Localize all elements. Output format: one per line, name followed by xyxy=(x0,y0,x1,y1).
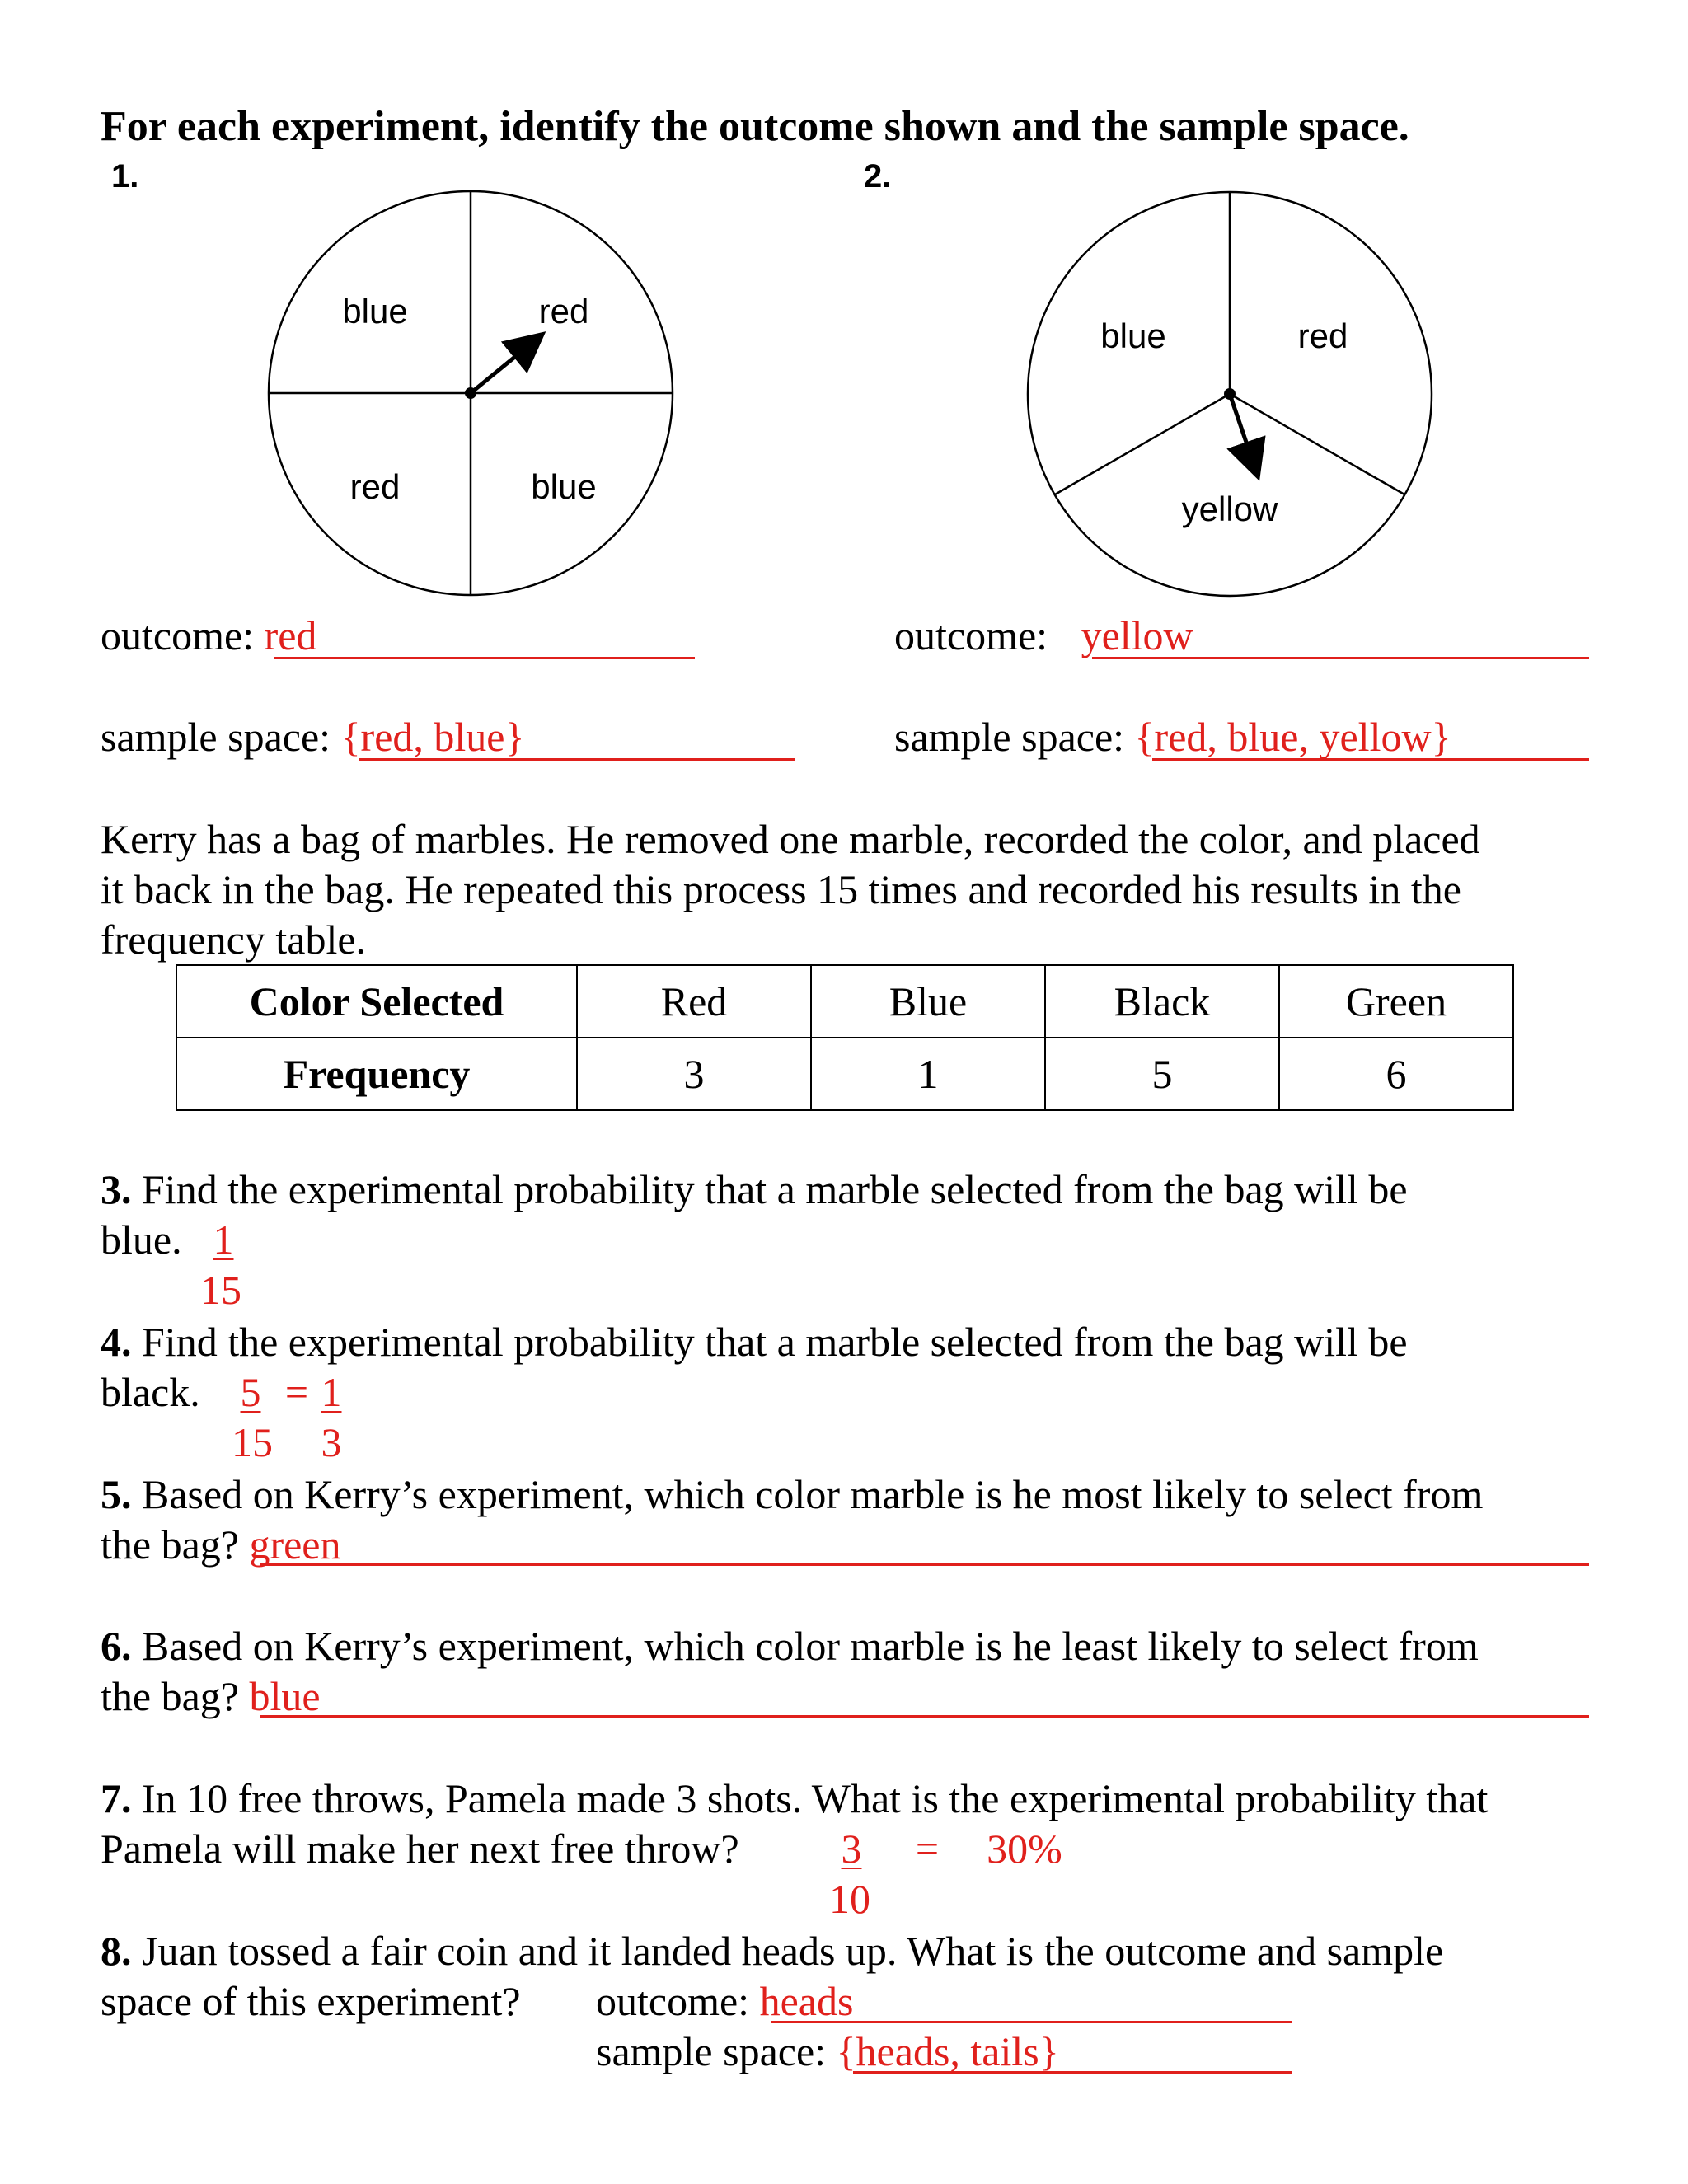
frequency-table xyxy=(176,964,1514,1111)
table-cell-color: Black xyxy=(1045,965,1279,1038)
q4-answer-numerator: 5 xyxy=(240,1369,261,1415)
worksheet-heading: For each experiment, identify the outcome shown and the sample space. xyxy=(101,103,1409,150)
outcome-label: outcome: xyxy=(101,612,255,658)
p2-outcome xyxy=(894,610,1193,661)
q6-text: Based on Kerry’s experiment, which color marble is he least likely to select from xyxy=(142,1623,1479,1669)
q7-text: In 10 free throws, Pamela made 3 shots. What is the experimental probability that xyxy=(142,1775,1489,1821)
table-cell-frequency: 5 xyxy=(1045,1038,1279,1110)
q7-line-2: Pamela will make her next free throw? xyxy=(101,1825,739,1872)
p2-sample-space xyxy=(894,711,1451,762)
q5-answer-line xyxy=(260,1563,1589,1566)
q8-line-1 xyxy=(101,1925,1443,1976)
q4-simplified-numerator: 1 xyxy=(321,1369,342,1415)
q3-answer-denominator: 15 xyxy=(200,1267,241,1313)
spinner-2-label: yellow xyxy=(1181,490,1278,528)
q3-line-2: blue. xyxy=(101,1216,182,1263)
sample-space-answer: {heads, tails} xyxy=(836,2028,1059,2074)
q4-line-2: black. xyxy=(101,1369,200,1415)
spinner-2 xyxy=(1014,181,1467,618)
spinner-1-label: blue xyxy=(531,467,597,506)
q7-number: 7. xyxy=(101,1775,132,1821)
spinner-1-arrow xyxy=(471,344,530,393)
outcome-label: outcome: xyxy=(596,1978,750,2024)
intro-line-3: frequency table. xyxy=(101,916,367,963)
q6-number: 6. xyxy=(101,1623,132,1669)
q4-answer-denominator: 15 xyxy=(232,1419,273,1465)
q8-sample-space-line xyxy=(853,2071,1292,2074)
intro-line-1: Kerry has a bag of marbles. He removed one marble, recorded the color, and placed xyxy=(101,816,1480,862)
sample-space-answer: {red, blue, yellow} xyxy=(1134,714,1451,760)
q7-answer-numerator: 3 xyxy=(841,1825,862,1872)
spinner-1-label: red xyxy=(538,292,589,330)
sample-space-answer: {red, blue} xyxy=(340,714,525,760)
q6-answer-line xyxy=(260,1715,1589,1718)
table-cell-color: Blue xyxy=(811,965,1045,1038)
q6-line-1 xyxy=(101,1620,1479,1671)
p2-sample-space-line xyxy=(1152,758,1589,761)
sample-space-label: sample space: xyxy=(596,2028,827,2074)
q7-equals: = xyxy=(915,1825,940,1872)
table-cell-color: Red xyxy=(577,965,811,1038)
p2-outcome-line xyxy=(1092,657,1589,659)
table-header-label: Color Selected xyxy=(176,965,577,1038)
q8-outcome xyxy=(596,1975,853,2027)
spinner-1 xyxy=(247,181,701,618)
q5-text-2: the bag? xyxy=(101,1521,239,1568)
q7-answer-denominator: 10 xyxy=(829,1876,870,1922)
q8-sample-space xyxy=(596,2026,1059,2077)
table-row xyxy=(176,1038,1513,1110)
table-cell-color: Green xyxy=(1279,965,1513,1038)
q6-line-2 xyxy=(101,1671,321,1722)
q3-text: Find the experimental probability that a marble selected from the bag will be xyxy=(142,1166,1408,1212)
p1-sample-space xyxy=(101,711,525,762)
q7-line-1 xyxy=(101,1773,1488,1824)
q5-line-1 xyxy=(101,1469,1483,1520)
outcome-answer: yellow xyxy=(1081,612,1193,658)
sample-space-label: sample space: xyxy=(101,714,331,760)
q8-line-2: space of this experiment? xyxy=(101,1978,521,2024)
q3-line-1 xyxy=(101,1164,1408,1215)
table-cell-frequency: 1 xyxy=(811,1038,1045,1110)
q5-text: Based on Kerry’s experiment, which color marble is he most likely to select from xyxy=(142,1471,1484,1517)
q8-text: Juan tossed a fair coin and it landed heads up. What is the outcome and sample xyxy=(142,1928,1444,1974)
intro-line-2: it back in the bag. He repeated this process 15 times and recorded his results in the xyxy=(101,866,1461,912)
q4-number: 4. xyxy=(101,1319,132,1365)
table-row xyxy=(176,965,1513,1038)
q8-number: 8. xyxy=(101,1928,132,1974)
q4-line-1 xyxy=(101,1316,1408,1367)
outcome-answer: red xyxy=(264,612,317,658)
p1-outcome-line xyxy=(274,657,695,659)
problem-1-number: 1. xyxy=(111,158,139,194)
p1-sample-space-line xyxy=(359,758,795,761)
q4-equals: = xyxy=(284,1369,309,1415)
q6-answer: blue xyxy=(249,1673,321,1719)
outcome-answer: heads xyxy=(759,1978,854,2024)
spinner-1-label: red xyxy=(349,467,401,506)
spinner-2-label: blue xyxy=(1100,316,1166,355)
q3-answer-numerator: 1 xyxy=(213,1216,234,1263)
q5-answer: green xyxy=(249,1521,341,1568)
p1-outcome xyxy=(101,610,316,661)
spinner-2-label: red xyxy=(1297,316,1348,355)
table-row-label: Frequency xyxy=(176,1038,577,1110)
spinner-1-label: blue xyxy=(342,292,408,330)
q5-line-2 xyxy=(101,1519,341,1570)
q5-number: 5. xyxy=(101,1471,132,1517)
q4-simplified-denominator: 3 xyxy=(321,1419,342,1465)
table-cell-frequency: 3 xyxy=(577,1038,811,1110)
table-cell-frequency: 6 xyxy=(1279,1038,1513,1110)
q8-outcome-line xyxy=(771,2021,1292,2023)
q6-text-2: the bag? xyxy=(101,1673,239,1719)
q3-number: 3. xyxy=(101,1166,132,1212)
sample-space-label: sample space: xyxy=(894,714,1125,760)
outcome-label: outcome: xyxy=(894,612,1048,658)
problem-2-number: 2. xyxy=(864,158,892,194)
q7-percent: 30% xyxy=(987,1825,1062,1872)
q4-text: Find the experimental probability that a marble selected from the bag will be xyxy=(142,1319,1408,1365)
